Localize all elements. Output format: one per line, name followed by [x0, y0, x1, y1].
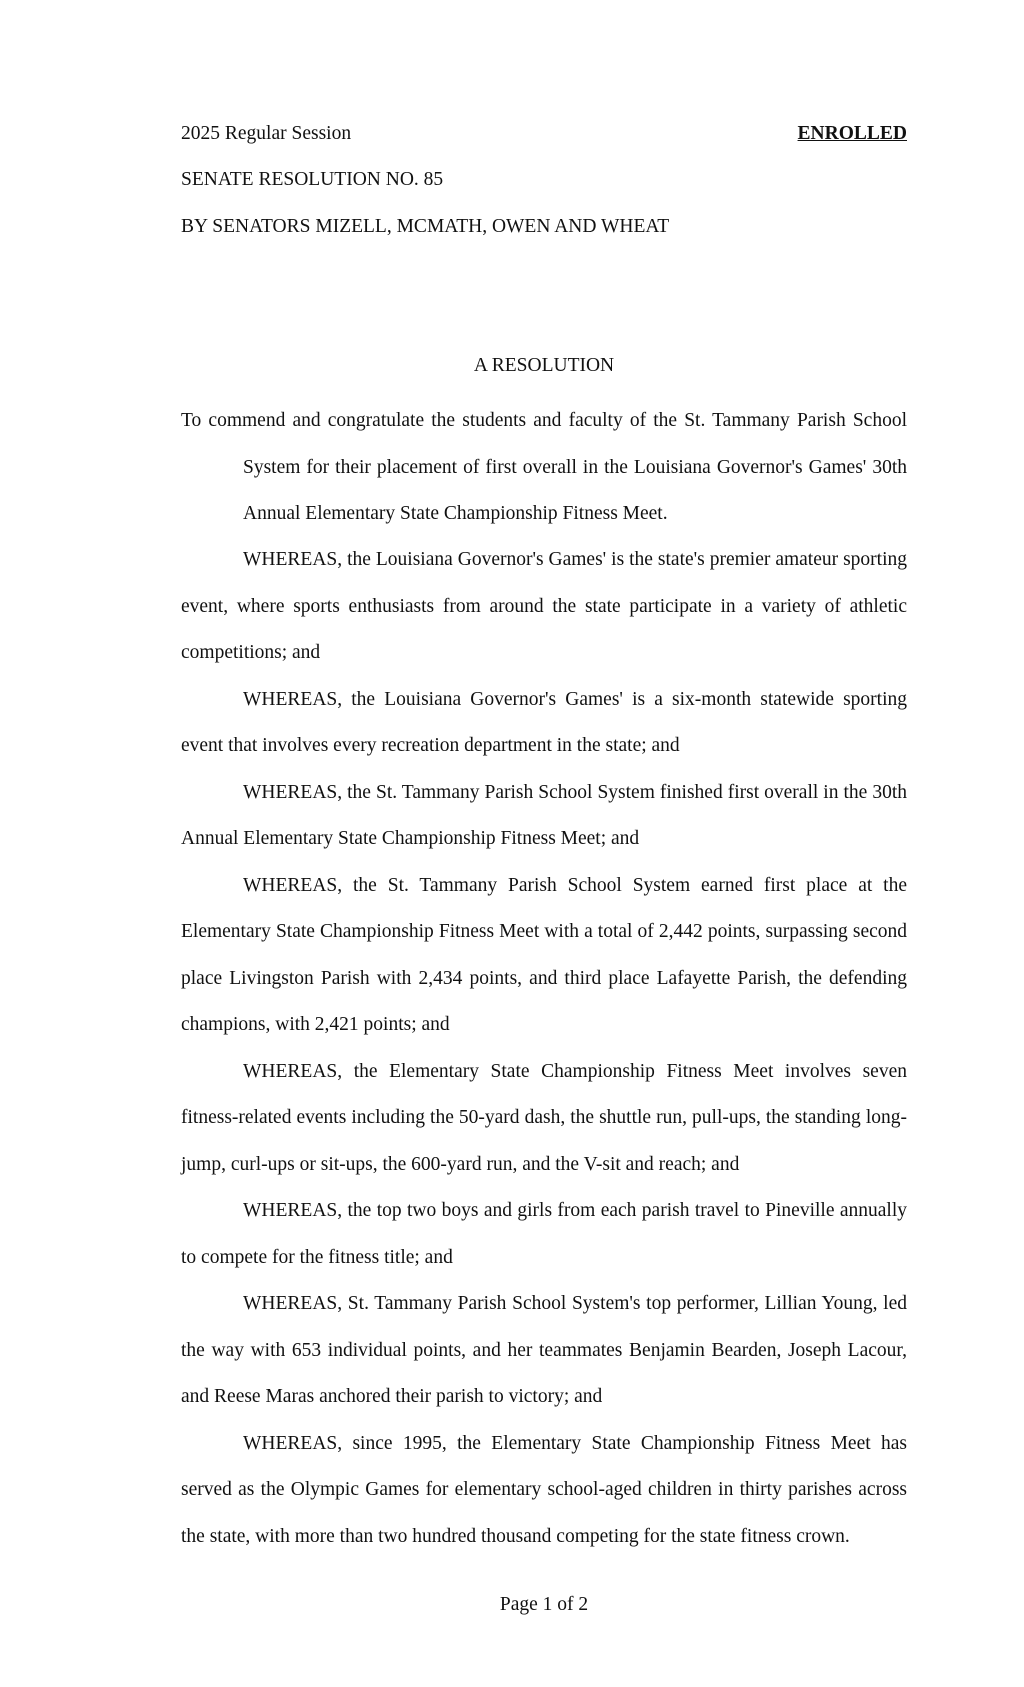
session-label: 2025 Regular Session [181, 123, 352, 144]
sponsors-line: BY SENATORS MIZELL, MCMATH, OWEN AND WHEAT [181, 216, 670, 237]
resolution-number: SENATE RESOLUTION NO. 85 [181, 169, 444, 190]
resolution-heading: A RESOLUTION [473, 355, 615, 376]
whereas-clause: WHEREAS, the Elementary State Championship Fitness Meet involves seven fitness-related events including the 50-yard dash, the shuttle run, pull-ups, the standing long-jump, curl-ups or sit-ups, the 600-yard run, and the V-sit and reach; and [181, 1060, 907, 1175]
header-row [181, 122, 907, 146]
whereas-clause: WHEREAS, since 1995, the Elementary State Championship Fitness Meet has served as the Olympic Games for elementary school-aged children in thirty parishes across the state, with more than two hundred thousand competing for the state fitness crown. [181, 1432, 907, 1547]
page-number: Page 1 of 2 [499, 1594, 589, 1615]
whereas-clause: WHEREAS, the top two boys and girls from each parish travel to Pineville annually to compete for the fitness title; and [181, 1200, 907, 1268]
resolution-title: To commend and congratulate the students and faculty of the St. Tammany Parish School System for their placement of first overall in the Louisiana Governor's Games' 30th Annual Elementary State Championship Fitness Meet. [181, 410, 907, 524]
whereas-clause: WHEREAS, St. Tammany Parish School System's top performer, Lillian Young, led the way with 653 individual points, and her teammates Benjamin Bearden, Joseph Lacour, and Reese Maras anchored their parish to victory; and [181, 1293, 907, 1407]
whereas-clause: WHEREAS, the St. Tammany Parish School System earned first place at the Elementary State Championship Fitness Meet with a total of 2,442 points, surpassing second place Livingston Parish with 2,434 points, and third place Lafayette Parish, the defending champions, with 2,421 points; and [181, 874, 907, 1035]
whereas-clauses [181, 537, 907, 1560]
whereas-clause: WHEREAS, the St. Tammany Parish School System finished first overall in the 30th Annual Elementary State Championship Fitness Meet; and [181, 781, 907, 849]
enrolled-status: ENROLLED [797, 123, 907, 144]
whereas-clause: WHEREAS, the Louisiana Governor's Games' is a six-month statewide sporting event that involves every recreation department in the state; and [181, 688, 907, 756]
whereas-clause: WHEREAS, the Louisiana Governor's Games' is the state's premier amateur sporting event, where sports enthusiasts from around the state participate in a variety of athletic competitions; and [181, 549, 907, 663]
